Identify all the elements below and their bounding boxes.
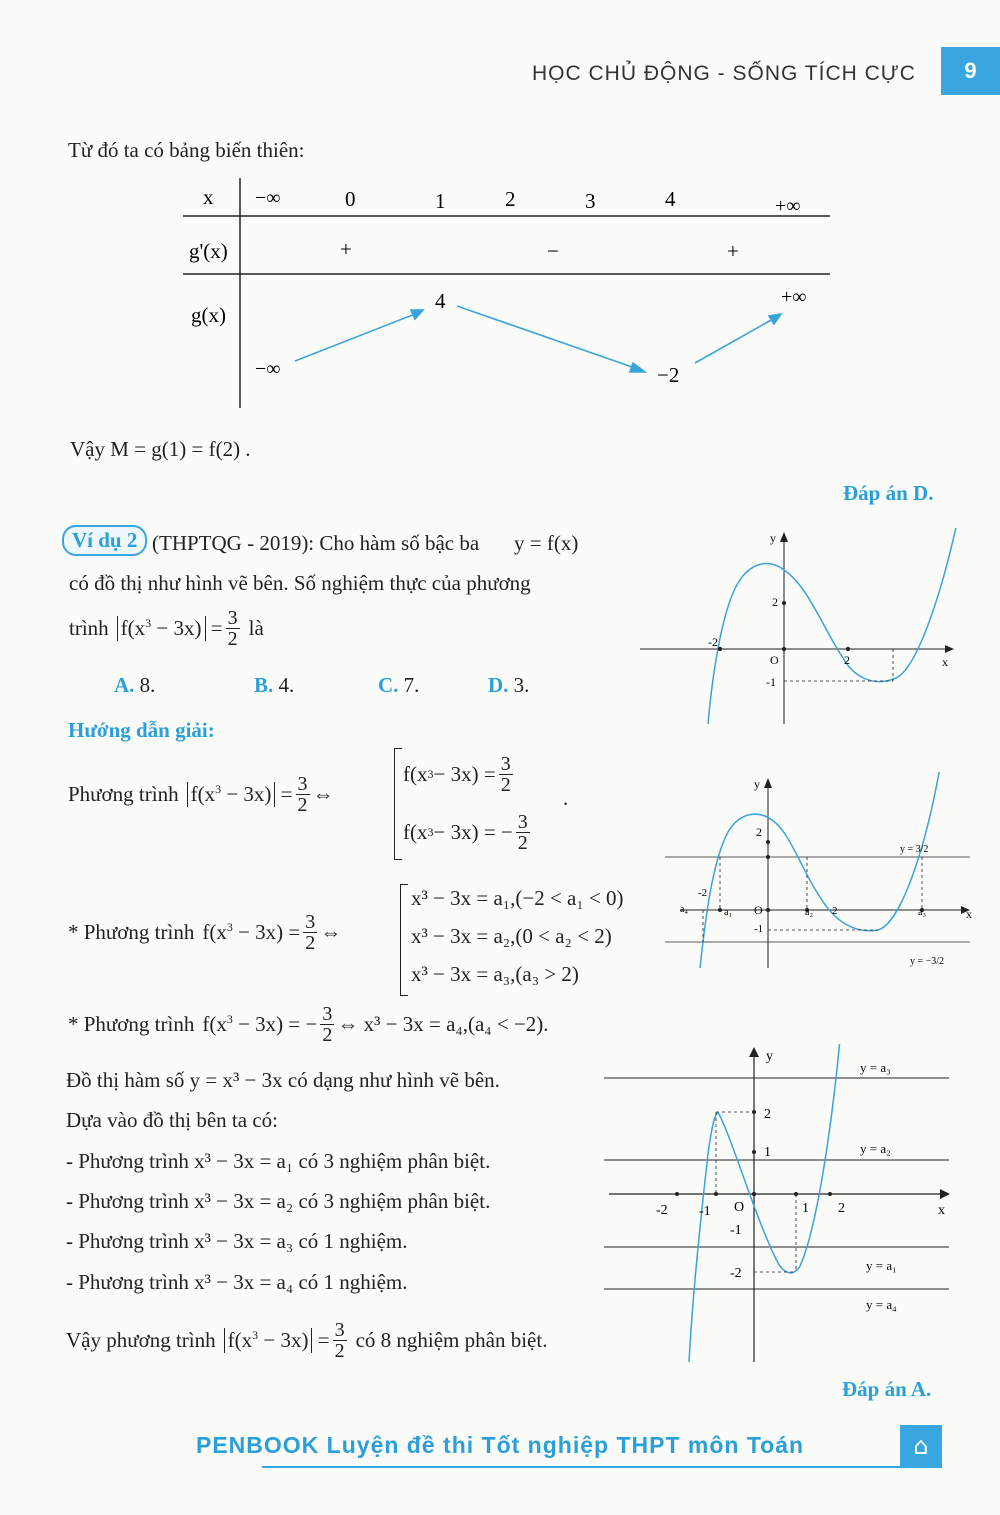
system-line: x³ − 3x = a₂,(0 < a₂ < 2) bbox=[411, 924, 612, 948]
svg-text:2: 2 bbox=[832, 905, 838, 917]
answer-1: Đáp án D. bbox=[843, 481, 934, 505]
sign: + bbox=[727, 239, 739, 263]
bullet: - Phương trình x³ − 3x = a₂ có 3 nghiệm phân biệt. bbox=[66, 1189, 491, 1213]
svg-text:2: 2 bbox=[764, 1107, 771, 1122]
svg-text:-2: -2 bbox=[730, 1266, 742, 1281]
x-value: 3 bbox=[585, 189, 596, 213]
svg-text:a₂: a₂ bbox=[805, 907, 813, 918]
intro-text: Từ đó ta có bảng biến thiên: bbox=[68, 138, 305, 162]
svg-text:-1: -1 bbox=[730, 1223, 742, 1238]
final-b: có 8 nghiệm phân biệt. bbox=[355, 1328, 548, 1352]
svg-text:a₃: a₃ bbox=[918, 907, 926, 918]
svg-text:y = a₂: y = a₂ bbox=[860, 1141, 891, 1156]
option-a: A. 8. bbox=[114, 673, 156, 697]
sign: − bbox=[547, 239, 559, 263]
row-label-g: g(x) bbox=[191, 303, 226, 327]
footer-title: PENBOOK Luyện đề thi Tốt nghiệp THPT môn Toán bbox=[196, 1432, 805, 1458]
svg-text:x: x bbox=[966, 907, 972, 921]
school-logo-icon: ⌂ bbox=[900, 1425, 942, 1467]
example-line3-a: trình bbox=[69, 616, 109, 640]
svg-text:y = a₁: y = a₁ bbox=[866, 1258, 897, 1273]
x-value: −∞ bbox=[255, 187, 281, 209]
example-source: (THPTQG - 2019): Cho hàm số bậc ba bbox=[152, 531, 480, 555]
svg-text:y: y bbox=[766, 1049, 773, 1064]
solution-equation: Phương trình $f(x^3 - 3x)$ = $\frac{3}{2}$ ⇔ bbox=[68, 773, 334, 816]
final-statement: Vậy phương trình $f(x^3 - 3x)$ = $\frac{3}{2}$ có 8 nghiệm phân biệt. bbox=[66, 1319, 548, 1362]
x-value: 4 bbox=[665, 187, 676, 211]
svg-text:2: 2 bbox=[772, 595, 778, 609]
svg-text:O: O bbox=[754, 903, 763, 917]
svg-text:y = 3/2: y = 3/2 bbox=[900, 844, 929, 855]
case2-rhs: x³ − 3x = a₄,(a₄ < −2). bbox=[363, 1012, 549, 1036]
bullet: - Phương trình x³ − 3x = a₁ có 3 nghiệm phân biệt. bbox=[66, 1149, 491, 1173]
svg-text:O: O bbox=[734, 1200, 745, 1215]
conclusion-1: Vậy M = g(1) = f(2) . bbox=[70, 437, 251, 461]
option-c: C. 7. bbox=[378, 673, 420, 697]
svg-text:-2: -2 bbox=[708, 635, 718, 649]
answer-2: Đáp án A. bbox=[842, 1377, 932, 1401]
x-value: 1 bbox=[435, 189, 446, 213]
svg-text:O: O bbox=[770, 653, 779, 667]
graph-x3-minus-3x bbox=[604, 1044, 954, 1364]
case1: * Phương trình $f(x^3 - 3x)$ = $\frac{3}{2}$ ⇔ bbox=[68, 911, 342, 954]
svg-text:2: 2 bbox=[838, 1201, 845, 1216]
g-value: +∞ bbox=[781, 286, 807, 308]
solution-bracket: f(x 3 − 3x) = $\frac{3}{2}$ f(x 3 − 3x) = − $\frac{3}{2}$ . bbox=[394, 748, 595, 860]
svg-text:y = −3/2: y = −3/2 bbox=[910, 956, 945, 967]
x-value: +∞ bbox=[775, 195, 801, 217]
svg-text:-1: -1 bbox=[766, 675, 776, 689]
based-on: Dựa vào đồ thị bên ta có: bbox=[66, 1108, 278, 1132]
svg-text:x: x bbox=[942, 655, 948, 669]
case1-label: * Phương trình bbox=[68, 920, 195, 944]
example-line3: trình $f(x^3 - 3x)$ = $\frac{3}{2}$ là bbox=[69, 607, 264, 650]
system-line: x³ − 3x = a₁,(−2 < a₁ < 0) bbox=[411, 886, 624, 910]
option-d: D. 3. bbox=[488, 673, 530, 697]
page-number: 9 bbox=[941, 47, 1000, 95]
svg-text:y = a₄: y = a₄ bbox=[866, 1297, 897, 1312]
svg-text:2: 2 bbox=[844, 653, 850, 667]
bullet: - Phương trình x³ − 3x = a₄ có 1 nghiệm. bbox=[66, 1270, 408, 1294]
svg-text:1: 1 bbox=[764, 1145, 771, 1160]
example-line3-b: là bbox=[248, 616, 264, 640]
footer-rule bbox=[262, 1466, 942, 1468]
svg-text:-2: -2 bbox=[698, 887, 708, 899]
eq-label: Phương trình bbox=[68, 782, 179, 806]
system-line: x³ − 3x = a₃,(a₃ > 2) bbox=[411, 962, 579, 986]
svg-text:1: 1 bbox=[802, 1201, 809, 1216]
graph-cubic-f bbox=[638, 528, 960, 728]
x-value: 0 bbox=[345, 187, 356, 211]
graph-f-with-lines bbox=[660, 772, 980, 972]
variation-table bbox=[175, 178, 840, 410]
row-label-x: x bbox=[203, 185, 214, 209]
g-value: −2 bbox=[657, 363, 680, 387]
example-badge: Ví dụ 2 bbox=[62, 525, 147, 556]
bullet: - Phương trình x³ − 3x = a₃ có 1 nghiệm. bbox=[66, 1229, 408, 1253]
sign: + bbox=[340, 237, 352, 261]
svg-text:x: x bbox=[938, 1203, 945, 1218]
svg-text:-2: -2 bbox=[656, 1203, 668, 1218]
final-a: Vậy phương trình bbox=[66, 1328, 216, 1352]
g-value: 4 bbox=[435, 289, 446, 313]
svg-text:a₄: a₄ bbox=[680, 904, 688, 915]
system-1 bbox=[400, 884, 657, 996]
svg-text:2: 2 bbox=[756, 825, 762, 839]
example-line2: có đồ thị như hình vẽ bên. Số nghiệm thực của phương bbox=[69, 571, 531, 595]
option-b: B. 4. bbox=[254, 673, 295, 697]
g-value: −∞ bbox=[255, 358, 281, 380]
svg-text:y: y bbox=[770, 531, 776, 545]
svg-text:y = a₃: y = a₃ bbox=[860, 1060, 891, 1075]
svg-text:a₁: a₁ bbox=[724, 907, 732, 918]
solution-heading: Hướng dẫn giải: bbox=[68, 718, 215, 742]
example-function: y = f(x) bbox=[514, 531, 579, 555]
case2: * Phương trình $f(x^3 - 3x)$ = − $\frac{3}{2}$ ⇔ x³ − 3x = a₄,(a₄ < −2). bbox=[68, 1003, 549, 1046]
graph-note: Đồ thị hàm số y = x³ − 3x có dạng như hình vẽ bên. bbox=[66, 1068, 500, 1092]
case2-label: * Phương trình bbox=[68, 1012, 195, 1036]
svg-text:-1: -1 bbox=[699, 1204, 711, 1219]
running-header: HỌC CHỦ ĐỘNG - SỐNG TÍCH CỰC bbox=[532, 62, 916, 85]
x-value: 2 bbox=[505, 187, 516, 211]
svg-text:y: y bbox=[754, 777, 760, 791]
svg-text:-1: -1 bbox=[754, 923, 764, 935]
row-label-gprime: g'(x) bbox=[189, 239, 228, 263]
